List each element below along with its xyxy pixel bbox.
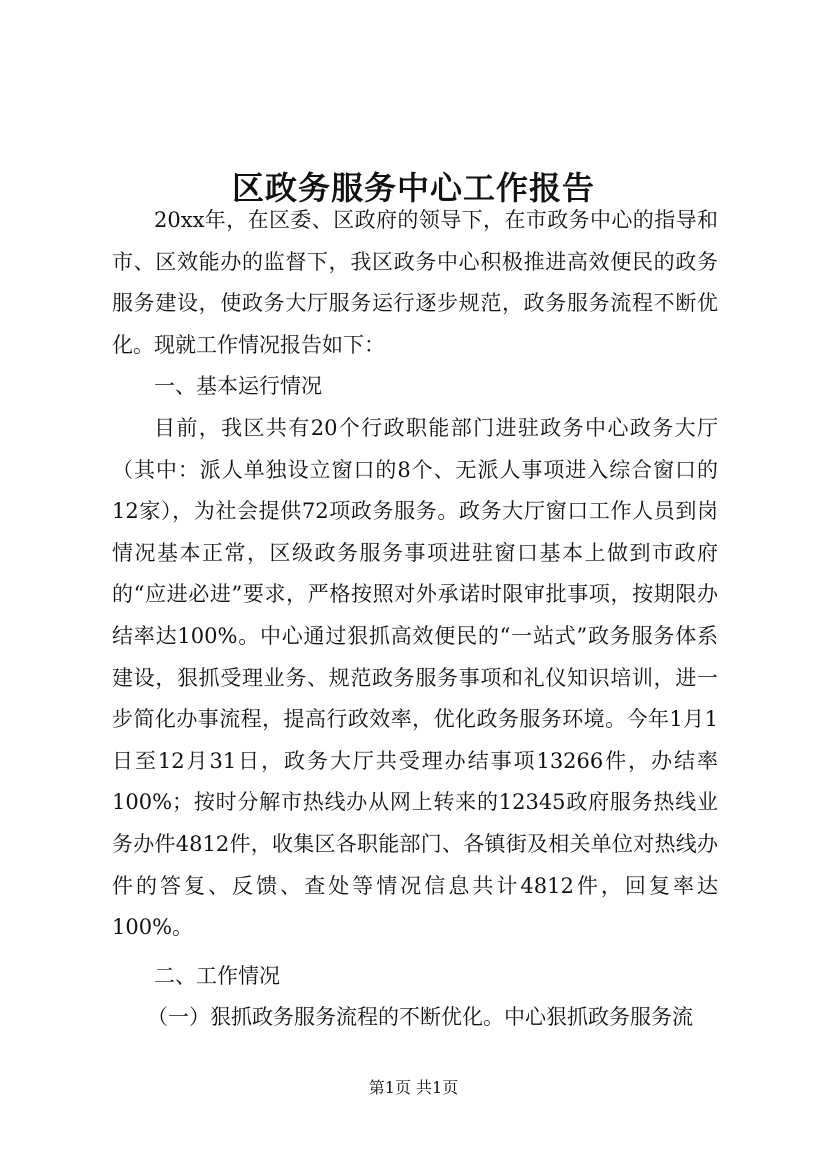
document-body xyxy=(112,200,718,1039)
section-heading-basic-operation: 一、基本运行情况 xyxy=(154,374,322,399)
document-title: 区政务服务中心工作报告 xyxy=(231,169,595,208)
subsection-paragraph: （一）狠抓政务服务流程的不断优化。中心狠抓政务服务流 xyxy=(147,1005,693,1030)
section-heading-work-status: 二、工作情况 xyxy=(154,963,280,988)
intro-paragraph: 20xx年，在区委、区政府的领导下，在市政务中心的指导和市、区效能办的监督下，我区政务中心积极推进高效便民的政务服务建设，使政务大厅服务运行逐步规范，政务服务流程不断优化。现就工作情况报告如下： xyxy=(112,208,718,357)
basic-operation-paragraph: 目前，我区共有20个行政职能部门进驻政务中心政务大厅（其中：派人单独设立窗口的8个、无派人事项进入综合窗口的12家），为社会提供72项政务服务。政务大厅窗口工作人员到岗情况基本正常，区级政务服务事项进驻窗口基本上做到市政府的“应进必进”要求，严格按照对外承诺时限审批事项，按期限办结率达100%。中心通过狠抓高效便民的“一站式”政务服务体系建设，狠抓受理业务、规范政务服务事项和礼仪知识培训，进一步简化办事流程，提高行政效率，优化政务服务环境。今年1月1日至12月31日，政务大厅共受理办结事项13266件，办结率100%；按时分解市热线办从网上转来的12345政府服务热线业务办件4812件，收集区各职能部门、各镇街及相关单位对热线办件的答复、反馈、查处等情况信息共计4812件，回复率达100%。 xyxy=(112,415,718,940)
page-number-footer: 第1页 共1页 xyxy=(368,1078,459,1097)
